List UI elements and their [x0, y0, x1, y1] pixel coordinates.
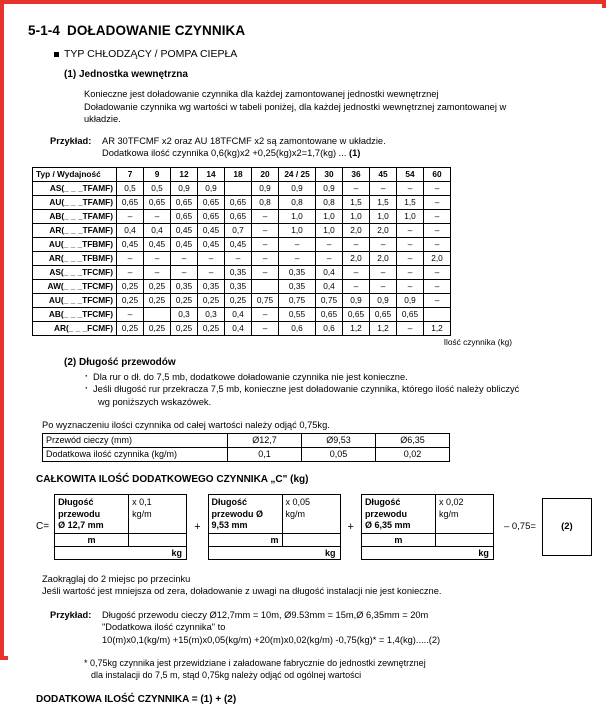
- table-cell: –: [424, 265, 451, 279]
- table-cell: –: [424, 195, 451, 209]
- table-cell: 0,65: [397, 307, 424, 321]
- formula-plus-sign: +: [194, 520, 201, 533]
- table-cell: 0,25: [225, 293, 252, 307]
- table-cell: 0,4: [225, 307, 252, 321]
- table-cell: 2,0: [370, 251, 397, 265]
- table-cell: 1,0: [370, 209, 397, 223]
- table-cell: 0,9: [171, 181, 198, 195]
- table-row: [33, 307, 451, 321]
- formula-box-1: [54, 494, 187, 560]
- table-cell: [424, 307, 451, 321]
- table-cell: 0,65: [370, 307, 397, 321]
- table-row: [33, 293, 451, 307]
- table-row: [33, 265, 451, 279]
- table-cell: –: [397, 279, 424, 293]
- table-cell: [225, 181, 252, 195]
- table-cell: 0,9: [370, 293, 397, 307]
- formula-box-2: [208, 494, 341, 560]
- table-cell: –: [252, 223, 279, 237]
- example-body: [102, 135, 592, 160]
- table-cell: –: [424, 237, 451, 251]
- table-cell: –: [252, 321, 279, 335]
- table-cell: 0,35: [198, 279, 225, 293]
- table-row: [33, 209, 451, 223]
- table-cell: [144, 307, 171, 321]
- table-cell: –: [252, 237, 279, 251]
- formula-box-pipe-label: [55, 495, 129, 533]
- table-cell: 0,65: [144, 195, 171, 209]
- table-cell: –: [252, 265, 279, 279]
- part1-example: [50, 135, 592, 160]
- table-cell: 0,4: [316, 265, 343, 279]
- formula-box-top: [362, 495, 493, 533]
- part1-paragraph-line1: Konieczne jest doładowanie czynnika dla każdej zamontowanej jednostki wewnętrznej: [84, 89, 439, 99]
- pipe-table-cell: Ø9,53: [302, 434, 376, 448]
- formula-box-entry-row: [55, 533, 186, 546]
- charge-formula-row: [36, 494, 592, 560]
- table-cell: 0,25: [171, 293, 198, 307]
- table-cell: –: [252, 307, 279, 321]
- formula-result-box: (2): [542, 498, 592, 556]
- part2-heading: (2) Długość przewodów: [64, 356, 176, 368]
- main-table-body: [33, 181, 451, 335]
- table-cell: –: [343, 237, 370, 251]
- main-table-col-header-20: 20: [252, 167, 279, 181]
- table-row-label: AR(_ _ _FCMF): [33, 321, 117, 335]
- table-cell: 0,9: [252, 181, 279, 195]
- formula-box-pipe-label: [209, 495, 283, 533]
- main-table-col-header-18: 18: [225, 167, 252, 181]
- table-cell: 0,45: [144, 237, 171, 251]
- negative-note: Jeśli wartość jest mniejsza od zera, doładowanie z uwagi na długość instalacji nie jest konieczne.: [42, 586, 442, 597]
- part2-bullet-2-line1: Jeśli długość rur przekracza 7,5 mb, konieczne jest doładowanie czynnika, którego ilość należy obliczyć: [93, 384, 520, 395]
- formula-box-factor: [129, 495, 186, 533]
- factor-line2: kg/m: [438, 508, 459, 519]
- formula-box-kg-row[interactable]: kg: [55, 546, 186, 559]
- pipe-label-line1: Długość: [211, 497, 248, 508]
- table-cell: –: [225, 251, 252, 265]
- pipe-table-row: [43, 448, 450, 462]
- type-line: [54, 48, 592, 60]
- table-cell: –: [144, 265, 171, 279]
- example-line2-ref: (1): [349, 148, 361, 159]
- table-cell: 0,65: [316, 307, 343, 321]
- main-table-unit-note: Ilość czynnika (kg): [443, 336, 512, 347]
- table-cell: 0,45: [171, 237, 198, 251]
- table-cell: 0,25: [198, 293, 225, 307]
- table-row-label: AB(_ _ _TFAMF): [33, 209, 117, 223]
- table-cell: –: [397, 223, 424, 237]
- table-cell: 0,9: [343, 293, 370, 307]
- formula-box-pipe-label: [362, 495, 436, 533]
- table-cell: –: [370, 265, 397, 279]
- table-cell: –: [144, 251, 171, 265]
- table-cell: 0,8: [252, 195, 279, 209]
- formula-plus-sign: +: [347, 520, 354, 533]
- table-cell: 0,65: [171, 195, 198, 209]
- formula-box-top: [209, 495, 340, 533]
- table-cell: 0,35: [225, 279, 252, 293]
- section-title: DOŁADOWANIE CZYNNIKA: [67, 23, 246, 38]
- table-row-label: AR(_ _ _TFBMF): [33, 251, 117, 265]
- factor-line2: kg/m: [132, 508, 152, 519]
- table-cell: –: [316, 251, 343, 265]
- pipe-label-line3: 9,53 mm: [211, 520, 248, 531]
- table-cell: 0,35: [279, 265, 316, 279]
- formula-c-equals: C=: [36, 521, 50, 533]
- final-formula-line: DODATKOWA ILOŚĆ CZYNNIKA = (1) + (2): [36, 694, 237, 705]
- main-table-col-header-30: 30: [316, 167, 343, 181]
- pipe-label-line3: Ø 12,7 mm: [58, 520, 104, 531]
- table-cell: 1,0: [397, 209, 424, 223]
- pipe-table-cell: 0,1: [228, 448, 302, 462]
- table-row: [33, 181, 451, 195]
- example-line2-text: Dodatkowa ilość czynnika 0,6(kg)x2 +0,25(kg)x2=1,7(kg) ...: [102, 148, 349, 159]
- table-row-label: AS(_ _ _TFAMF): [33, 181, 117, 195]
- subtract-note: Po wyznaczeniu ilości czynnika od całej wartości należy odjąć 0,75kg.: [42, 420, 330, 431]
- example-line1: AR 30TFCMF x2 oraz AU 18TFCMF x2 są zamontowane w układzie.: [102, 135, 386, 146]
- table-cell: 0,65: [225, 209, 252, 223]
- table-cell: –: [397, 181, 424, 195]
- table-cell: –: [370, 279, 397, 293]
- table-row-label: AU(_ _ _TFBMF): [33, 237, 117, 251]
- table-cell: –: [424, 279, 451, 293]
- table-cell: –: [198, 251, 225, 265]
- table-row: [33, 195, 451, 209]
- round-note: Zaokrąglaj do 2 miejsc po przecinku: [42, 573, 191, 584]
- table-cell: –: [343, 265, 370, 279]
- table-cell: 0,75: [279, 293, 316, 307]
- table-cell: 1,0: [316, 209, 343, 223]
- table-row-label: AR(_ _ _TFAMF): [33, 223, 117, 237]
- main-table-corner: Typ / Wydajność: [33, 167, 117, 181]
- table-cell: 0,3: [198, 307, 225, 321]
- table-cell: –: [279, 251, 316, 265]
- pipe-diameter-table: [42, 433, 450, 462]
- formula-box-meters-unit: m: [55, 534, 129, 546]
- pipe-table-row-label: Dodatkowa ilość czynnika (kg/m): [43, 448, 228, 462]
- main-table-col-header-60: 60: [424, 167, 451, 181]
- page-title: [28, 23, 592, 38]
- table-cell: 0,75: [316, 293, 343, 307]
- example-line2: [102, 147, 592, 160]
- table-cell: 0,35: [279, 279, 316, 293]
- table-cell: 0,25: [171, 321, 198, 335]
- table-cell: –: [424, 209, 451, 223]
- tail-example-label: Przykład:: [50, 609, 92, 620]
- main-table-col-header-12: 12: [171, 167, 198, 181]
- table-cell: 0,65: [225, 195, 252, 209]
- table-row-label: AW(_ _ _TFCMF): [33, 279, 117, 293]
- factor-line1: x 0,05: [285, 497, 311, 508]
- table-cell: 2,0: [343, 223, 370, 237]
- pipe-label-line3: Ø 6,35 mm: [364, 520, 411, 531]
- table-cell: 0,65: [171, 209, 198, 223]
- table-cell: –: [397, 237, 424, 251]
- table-cell: 0,6: [279, 321, 316, 335]
- table-row-label: AB(_ _ _TFCMF): [33, 307, 117, 321]
- formula-box-meters-unit: m: [362, 534, 436, 546]
- part2-bullet-2-line2: wg poniższych wskazówek.: [98, 396, 212, 407]
- tail-example-line1: Długość przewodu cieczy Ø12,7mm = 10m, Ø9.53mm = 15m,Ø 6,35mm = 20m: [102, 609, 429, 620]
- table-cell: 0,75: [252, 293, 279, 307]
- part1-paragraph: [84, 88, 539, 126]
- formula-box-kg-row[interactable]: kg: [362, 546, 493, 559]
- formula-minus-term: – 0,75=: [503, 521, 536, 533]
- table-cell: 0,45: [171, 223, 198, 237]
- main-table-col-header-14: 14: [198, 167, 225, 181]
- table-cell: 0,9: [316, 181, 343, 195]
- formula-box-factor: [283, 495, 340, 533]
- pipe-label-line1: Długość: [364, 497, 401, 508]
- table-cell: 0,25: [144, 321, 171, 335]
- table-cell: 0,35: [225, 265, 252, 279]
- table-cell: –: [279, 237, 316, 251]
- table-cell: –: [117, 307, 144, 321]
- table-cell: 1,0: [279, 209, 316, 223]
- table-cell: 0,65: [198, 209, 225, 223]
- table-cell: 0,65: [198, 195, 225, 209]
- formula-box-meters-input[interactable]: [283, 534, 340, 546]
- part1-paragraph-line2: Doładowanie czynnika wg wartości w tabeli poniżej, dla każdej jednostki wewnętrznej zamontowanej w: [84, 101, 507, 112]
- table-cell: –: [117, 209, 144, 223]
- part2-bullet-1: · Dla rur o dł. do 7,5 mb, dodatkowe doładowanie czynnika nie jest konieczne.: [84, 371, 536, 383]
- main-table-col-header-54: 54: [397, 167, 424, 181]
- table-cell: 0,25: [117, 321, 144, 335]
- section-number: 5-1-4: [28, 23, 61, 38]
- pipe-label-line2: przewodu: [58, 508, 101, 519]
- table-cell: 0,9: [279, 181, 316, 195]
- table-cell: [252, 279, 279, 293]
- document-sheet: [8, 8, 606, 705]
- formula-boxes: [54, 494, 494, 560]
- formula-box-meters-input[interactable]: [436, 534, 493, 546]
- table-cell: 0,65: [117, 195, 144, 209]
- footnote-line1: * 0,75kg czynnika jest przewidziane i załadowane fabrycznie do jednostki zewnętrznej: [84, 658, 426, 669]
- main-table-col-header-7: 7: [117, 167, 144, 181]
- square-bullet-icon: [54, 52, 59, 57]
- table-cell: 0,55: [279, 307, 316, 321]
- part2-bullet-2: [84, 383, 536, 408]
- table-cell: 1,0: [279, 223, 316, 237]
- table-cell: 1,0: [316, 223, 343, 237]
- table-cell: –: [397, 321, 424, 335]
- table-cell: –: [117, 251, 144, 265]
- table-cell: 1,0: [343, 209, 370, 223]
- table-cell: 1,2: [343, 321, 370, 335]
- main-table-col-header-45: 45: [370, 167, 397, 181]
- table-cell: –: [198, 265, 225, 279]
- formula-box-3: [361, 494, 494, 560]
- table-row: [33, 223, 451, 237]
- table-cell: 0,25: [144, 279, 171, 293]
- table-cell: –: [370, 181, 397, 195]
- pipe-label-line1: Długość: [58, 497, 94, 508]
- pipe-label-line2: przewodu Ø: [211, 508, 263, 519]
- table-cell: –: [316, 237, 343, 251]
- part1-paragraph-line3: układzie.: [84, 114, 121, 125]
- table-row-label: AS(_ _ _TFCMF): [33, 265, 117, 279]
- table-cell: 0,6: [316, 321, 343, 335]
- table-cell: 0,35: [171, 279, 198, 293]
- formula-box-entry-row: [362, 533, 493, 546]
- main-table-col-header-2425: 24 / 25: [279, 167, 316, 181]
- pipe-table-cell: Ø6,35: [376, 434, 450, 448]
- table-cell: 2,0: [343, 251, 370, 265]
- table-cell: –: [252, 251, 279, 265]
- table-cell: –: [117, 265, 144, 279]
- table-cell: 0,8: [316, 195, 343, 209]
- pipe-table-row-label: Przewód cieczy (mm): [43, 434, 228, 448]
- table-cell: 0,45: [198, 223, 225, 237]
- table-cell: –: [397, 251, 424, 265]
- total-charge-heading: CAŁKOWITA ILOŚĆ DODATKOWEGO CZYNNIKA „C" (kg): [36, 474, 309, 486]
- part1-heading: (1) Jednostka wewnętrzna: [64, 69, 188, 80]
- table-cell: 2,0: [424, 251, 451, 265]
- tail-example: [50, 609, 592, 647]
- table-cell: 0,5: [144, 181, 171, 195]
- footnote: [84, 657, 524, 681]
- table-row-label: AU(_ _ _TFCMF): [33, 293, 117, 307]
- table-cell: 0,4: [225, 321, 252, 335]
- table-row: [33, 279, 451, 293]
- pipe-table-cell: 0,05: [302, 448, 376, 462]
- factor-line1: x 0,02: [438, 497, 464, 508]
- pipe-table-row: [43, 434, 450, 448]
- example-label: Przykład:: [50, 135, 92, 146]
- table-cell: 0,25: [117, 279, 144, 293]
- table-row-label: AU(_ _ _TFAMF): [33, 195, 117, 209]
- table-cell: 0,25: [117, 293, 144, 307]
- pipe-table-body: [43, 434, 450, 462]
- table-cell: 0,45: [225, 237, 252, 251]
- table-cell: 0,25: [144, 293, 171, 307]
- table-cell: 2,0: [370, 223, 397, 237]
- table-cell: 0,8: [279, 195, 316, 209]
- pipe-table-cell: 0,02: [376, 448, 450, 462]
- table-row: [33, 251, 451, 265]
- table-header-row: [33, 167, 451, 181]
- tail-example-line2: "Dodatkowa ilość czynnika" to: [102, 622, 226, 633]
- table-row: [33, 321, 451, 335]
- formula-box-meters-input[interactable]: [129, 534, 186, 546]
- formula-box-kg-row[interactable]: kg: [209, 546, 340, 559]
- factor-line1: x 0,1: [132, 497, 152, 508]
- table-cell: –: [171, 265, 198, 279]
- pipe-label-line2: przewodu: [364, 508, 407, 519]
- table-cell: 0,4: [144, 223, 171, 237]
- table-cell: –: [171, 251, 198, 265]
- refrigerant-charge-table: [32, 167, 451, 336]
- table-cell: 0,4: [316, 279, 343, 293]
- type-line-label: TYP CHŁODZĄCY / POMPA CIEPŁA: [64, 48, 238, 60]
- table-cell: 0,45: [117, 237, 144, 251]
- table-cell: –: [397, 265, 424, 279]
- part2-bullets: [84, 371, 536, 408]
- table-cell: –: [252, 209, 279, 223]
- main-table-col-header-9: 9: [144, 167, 171, 181]
- table-cell: –: [424, 181, 451, 195]
- table-cell: 0,25: [198, 321, 225, 335]
- table-cell: –: [424, 223, 451, 237]
- table-cell: 0,5: [117, 181, 144, 195]
- table-cell: 0,9: [397, 293, 424, 307]
- pipe-table-cell: Ø12,7: [228, 434, 302, 448]
- table-row: [33, 237, 451, 251]
- table-cell: –: [343, 181, 370, 195]
- tail-example-line3: 10(m)x0,1(kg/m) +15(m)x0,05(kg/m) +20(m)x0,02(kg/m) -0,75(kg)* = 1,4(kg).....(2): [102, 634, 441, 645]
- footnote-line2: dla instalacji do 7,5 m, stąd 0,75kg należy odjąć od ogólnej wartości: [91, 670, 362, 681]
- table-cell: 1,5: [343, 195, 370, 209]
- table-cell: 0,4: [117, 223, 144, 237]
- formula-box-entry-row: [209, 533, 340, 546]
- tail-example-body: [102, 609, 592, 647]
- formula-box-top: [55, 495, 186, 533]
- table-cell: 1,2: [424, 321, 451, 335]
- table-cell: 0,65: [343, 307, 370, 321]
- table-cell: 0,9: [198, 181, 225, 195]
- table-cell: –: [424, 293, 451, 307]
- factor-line2: kg/m: [285, 508, 306, 519]
- main-table-col-header-36: 36: [343, 167, 370, 181]
- main-table-head: [33, 167, 451, 181]
- table-cell: –: [343, 279, 370, 293]
- table-cell: 0,3: [171, 307, 198, 321]
- table-cell: –: [144, 209, 171, 223]
- table-cell: 0,45: [198, 237, 225, 251]
- table-cell: 0,7: [225, 223, 252, 237]
- table-cell: –: [370, 237, 397, 251]
- table-cell: 1,2: [370, 321, 397, 335]
- tail-notes: [42, 573, 592, 598]
- table-cell: 1,5: [370, 195, 397, 209]
- formula-box-meters-unit: m: [209, 534, 283, 546]
- formula-box-factor: [436, 495, 493, 533]
- table-cell: 1,5: [397, 195, 424, 209]
